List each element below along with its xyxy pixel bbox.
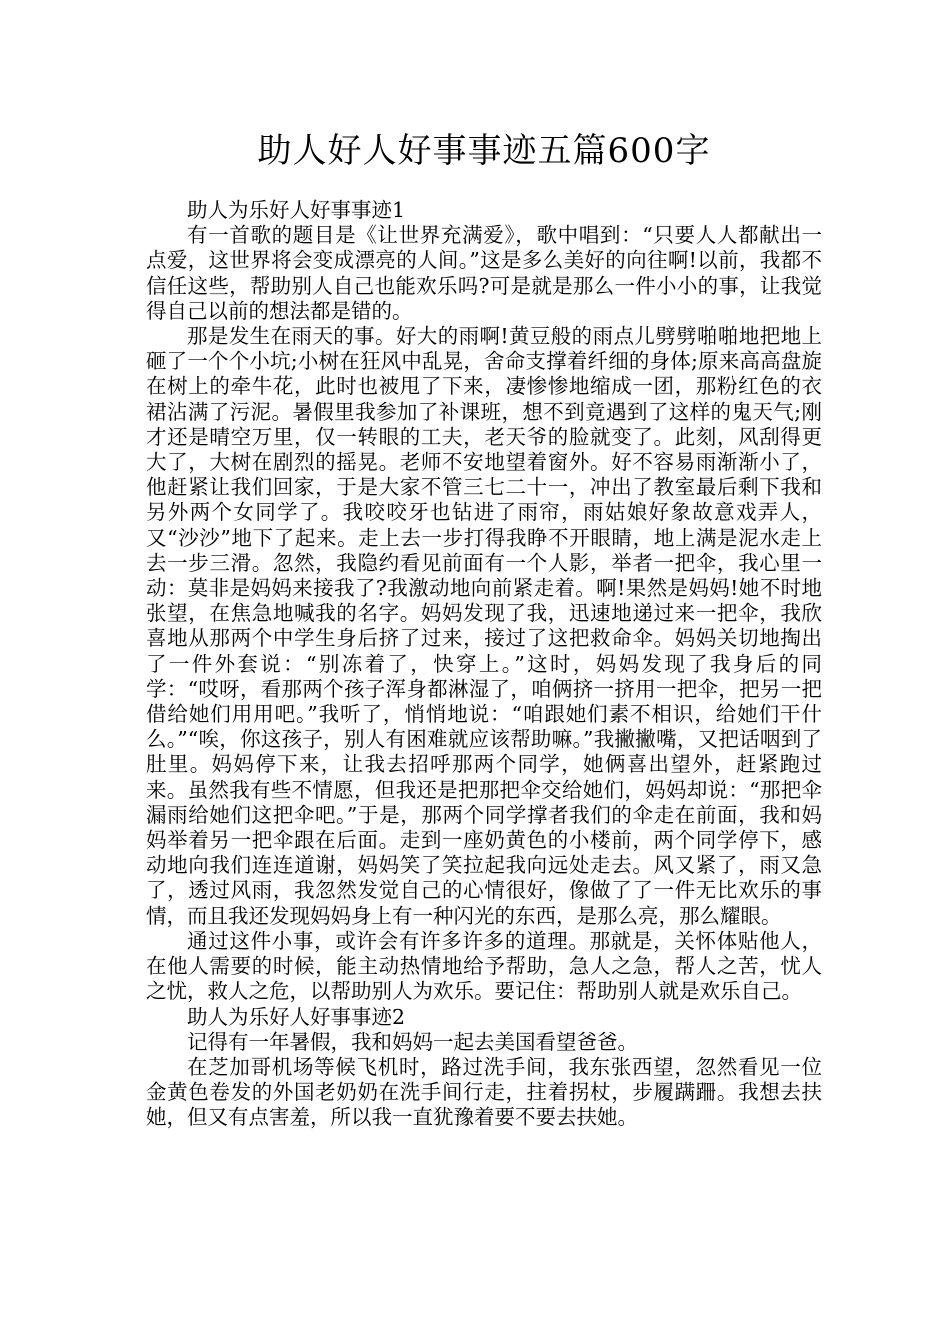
document-page bbox=[146, 128, 822, 1131]
section-heading-1: 助人为乐好人好事事迹1 bbox=[187, 198, 406, 222]
paragraph: 那是发生在雨天的事。好大的雨啊!黄豆般的雨点儿劈劈啪啪地把地上砸了一个个小坑;小树在狂风中乱晃，舍命支撑着纤细的身体;原来高高盘旋在树上的牵牛花，此时也被甩了下来，凄惨惨地缩成一团，那粉红色的衣裙沾满了污泥。暑假里我参加了补课班，想不到竟遇到了这样的鬼天气;刚才还是晴空万里，仅一转眼的工夫，老天爷的脸就变了。此刻，风刮得更大了，大树在剧烈的摇晃。老师不安地望着窗外。好不容易雨渐渐小了，他赶紧让我们回家，于是大家不管三七二十一，冲出了教室最后剩下我和另外两个女同学了。我咬咬牙也钻进了雨帘，雨姑娘好象故意戏弄人，又“沙沙”地下了起来。走上去一步打得我睁不开眼睛，地上满是泥水走上去一步三滑。忽然，我隐约看见前面有一个人影，举者一把伞，我心里一动：莫非是妈妈来接我了?我激动地向前紧走着。啊!果然是妈妈!她不时地张望，在焦急地喊我的名字。妈妈发现了我，迅速地递过来一把伞，我欣喜地从那两个中学生身后挤了过来，接过了这把救命伞。妈妈关切地掏出了一件外套说：“别冻着了，快穿上。”这时，妈妈发现了我身后的同学：“哎呀，看那两个孩子浑身都淋湿了，咱俩挤一挤用一把伞，把另一把借给她们用用吧。”我听了，悄悄地说：“咱跟她们素不相识，给她们干什么。”“唉，你这孩子，别人有困难就应该帮助嘛。”我撇撇嘴，又把话咽到了肚里。妈妈停下来，让我去招呼那两个同学，她俩喜出望外，赶紧跑过来。虽然我有些不情愿，但我还是把那把伞交给她们，妈妈却说：“那把伞漏雨给她们这把伞吧。”于是，那两个同学撑者我们的伞走在前面，我和妈妈举着另一把伞跟在后面。走到一座奶黄色的小楼前，两个同学停下，感动地向我们连连道谢，妈妈笑了笑拉起我向远处走去。风又紧了，雨又急了，透过风雨，我忽然发觉自己的心情很好，像做了了一件无比欢乐的事情，而且我还发现妈妈身上有一种闪光的东西，是那么亮，那么耀眼。 bbox=[146, 324, 822, 928]
paragraph: 有一首歌的题目是《让世界充满爱》，歌中唱到：“只要人人都献出一点爱，这世界将会变成漂亮的人间。”这是多么美好的向往啊!以前，我都不信任这些，帮助别人自己也能欢乐吗?可是就是那么一件小小的事，让我觉得自己以前的想法都是错的。 bbox=[146, 223, 822, 323]
document-title: 助人好人好事事迹五篇600字 bbox=[257, 131, 711, 171]
section-heading-2: 助人为乐好人好事事迹2 bbox=[187, 1004, 406, 1029]
paragraph: 通过这件小事，或许会有许多许多的道理。那就是，关怀体贴他人，在他人需要的时候，能主动热情地给予帮助，急人之急，帮人之苦，忧人之忧，救人之危，以帮助别人为欢乐。要记住：帮助别人就是欢乐自己。 bbox=[146, 928, 822, 1004]
paragraph: 在芝加哥机场等候飞机时，路过洗手间，我东张西望，忽然看见一位金黄色卷发的外国老奶奶在洗手间行走，拄着拐杖，步履蹒跚。我想去扶她，但又有点害羞，所以我一直犹豫着要不要去扶她。 bbox=[146, 1054, 822, 1130]
paragraph: 记得有一年暑假，我和妈妈一起去美国看望爸爸。 bbox=[187, 1029, 638, 1054]
